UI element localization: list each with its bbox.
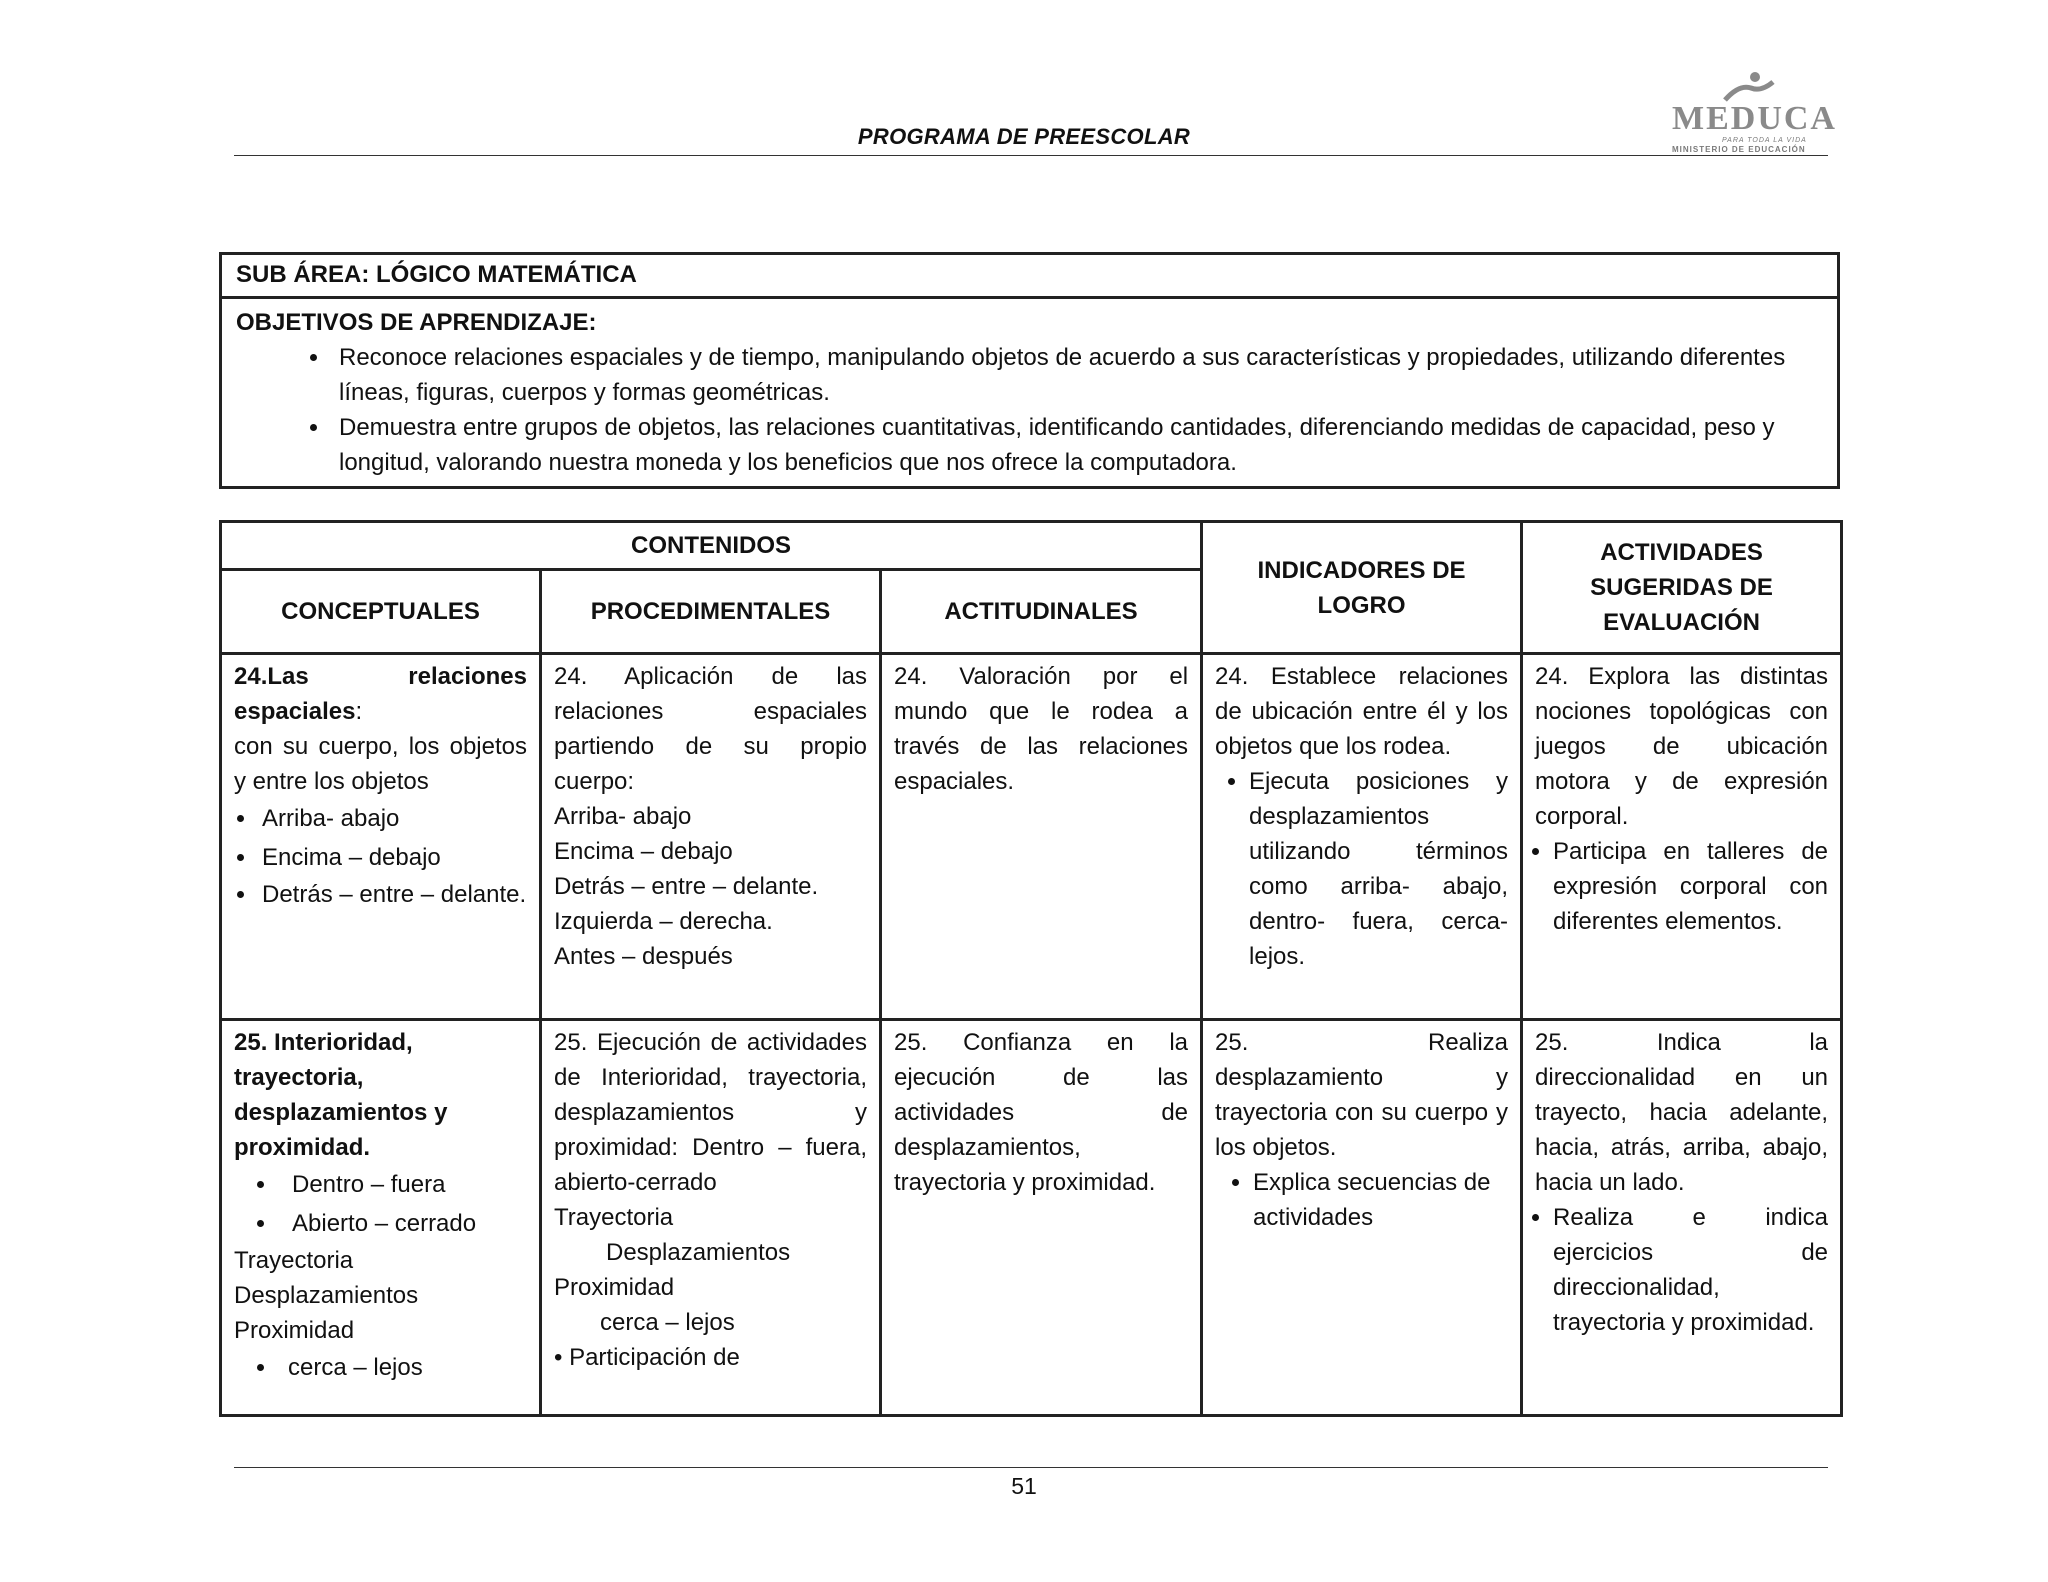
procedimental-line: Arriba- abajo [554, 803, 692, 830]
procedimental-line: Desplazamientos [606, 1239, 791, 1266]
header-actividades: ACTIVIDADES SUGERIDAS DE EVALUACIÓN [1522, 522, 1842, 654]
conceptual-list [234, 799, 527, 912]
table-row-24 [221, 654, 1842, 1020]
actividad-text: 25. Indica la direccionalidad en un trayecto, hacia adelante, hacia, atrás, arriba, abajo, hacia un lado. [1535, 1029, 1829, 1196]
procedimental-line: Proximidad [554, 1274, 675, 1301]
objectives-box [219, 252, 1840, 489]
objective-item: • Demuestra entre grupos de objetos, las relaciones cuantitativas, identificando cantidades, diferenciando medidas de capacidad, peso y longitud, valorando nuestra moneda y los beneficios que nos ofrece la computadora. [331, 410, 1823, 480]
header-contenidos: CONTENIDOS [221, 522, 1202, 570]
procedimental-line: cerca – lejos [600, 1309, 735, 1336]
cell-indicador-24 [1202, 654, 1522, 1020]
table-row-25 [221, 1020, 1842, 1416]
actividad-list [1535, 1200, 1828, 1340]
procedimental-text: 25. Ejecución de actividades de Interioridad, trayectoria, desplazamientos y proximidad: Dentro – fuera, abierto-cerrado [554, 1029, 867, 1196]
procedimental-line: Detrás – entre – delante. [554, 873, 819, 900]
list-item: • Realiza e indica ejercicios de direccionalidad, trayectoria y proximidad. [1553, 1200, 1828, 1340]
conceptual-title: 24.Las relaciones espaciales [234, 663, 527, 725]
actividad-text: 24. Explora las distintas nociones topológicas con juegos de ubicación motora y de expresión corporal. [1535, 663, 1829, 830]
objectives-label: OBJETIVOS DE APRENDIZAJE: [236, 309, 597, 336]
conceptual-line: Desplazamientos [234, 1282, 419, 1309]
header-conceptuales: CONCEPTUALES [221, 570, 541, 654]
objective-item: • Reconoce relaciones espaciales y de tiempo, manipulando objetos de acuerdo a sus características y propiedades, utilizando diferentes líneas, figuras, cuerpos y formas geométricas. [331, 340, 1823, 410]
logo-name: MEDUCA [1672, 100, 1837, 137]
procedimental-text: 24. Aplicación de las relaciones espaciales partiendo de su propio cuerpo: [554, 663, 867, 795]
header-indicadores: INDICADORES DE LOGRO [1202, 522, 1522, 654]
cell-procedimental-25 [541, 1020, 881, 1416]
sub-area-title: SUB ÁREA: LÓGICO MATEMÁTICA [222, 255, 1837, 299]
list-item: • Encima – debajo [258, 838, 527, 877]
procedimental-line: Encima – debajo [554, 838, 733, 865]
conceptual-line: Trayectoria [234, 1247, 354, 1274]
procedimental-line: Izquierda – derecha. [554, 908, 773, 935]
list-item: • cerca – lejos [278, 1348, 527, 1387]
header-actitudinales: ACTITUDINALES [881, 570, 1202, 654]
page-number: 51 [1011, 1473, 1037, 1499]
list-item: • Ejecuta posiciones y desplazamientos utilizando términos como arriba- abajo, dentro- fuera, cerca-lejos. [1249, 764, 1508, 974]
logo-ministry: MINISTERIO DE EDUCACIÓN [1672, 145, 1806, 154]
conceptual-line: Proximidad [234, 1317, 355, 1344]
list-item: • Arriba- abajo [258, 799, 527, 838]
list-item: • Abierto – cerrado [278, 1204, 527, 1243]
cell-actividad-24 [1522, 654, 1842, 1020]
indicador-text: 25. Realiza desplazamiento y trayectoria con su cuerpo y los objetos. [1215, 1029, 1509, 1161]
procedimental-line: Antes – después [554, 943, 733, 970]
cell-conceptual-24: 24.Las relaciones espaciales: con su cuerpo, los objetos y entre los objetos • Arriba- abajo • Encima – debajo • Detrás – entre – delante. [221, 654, 541, 1020]
list-item: • Dentro – fuera [278, 1165, 527, 1204]
indicador-list [1215, 764, 1508, 974]
logo-tagline: PARA TODA LA VIDA [1722, 137, 1807, 144]
cell-procedimental-24 [541, 654, 881, 1020]
objectives-list [236, 340, 1823, 480]
indicador-list [1215, 1165, 1508, 1235]
cell-indicador-25 [1202, 1020, 1522, 1416]
header-procedimentales: PROCEDIMENTALES [541, 570, 881, 654]
meduca-logo [1662, 70, 1837, 155]
indicador-text: 24. Establece relaciones de ubicación entre él y los objetos que los rodea. [1215, 663, 1509, 760]
actividad-list [1535, 834, 1828, 939]
procedimental-bullet: • Participación de [554, 1344, 740, 1371]
cell-actitudinal-24: 24. Valoración por el mundo que le rodea a través de las relaciones espaciales. [881, 654, 1202, 1020]
cell-conceptual-25 [221, 1020, 541, 1416]
list-item: • Explica secuencias de actividades [1253, 1165, 1508, 1235]
conceptual-list [234, 1165, 527, 1243]
header-rule [234, 155, 1828, 156]
page-header-title: PROGRAMA DE PREESCOLAR [857, 124, 1191, 149]
footer-rule [234, 1467, 1828, 1468]
conceptual-title: 25. Interioridad, trayectoria, desplazamientos y proximidad. [234, 1029, 448, 1161]
objectives-section [222, 299, 1837, 486]
contents-table [219, 520, 1843, 1417]
list-item: • Detrás – entre – delante. [258, 877, 527, 912]
cell-actividad-25 [1522, 1020, 1842, 1416]
conceptual-text: con su cuerpo, los objetos y entre los objetos [234, 733, 527, 795]
conceptual-list-2 [234, 1348, 527, 1387]
procedimental-line: Trayectoria [554, 1204, 674, 1231]
cell-actitudinal-25: 25. Confianza en la ejecución de las actividades de desplazamientos, trayectoria y proximidad. [881, 1020, 1202, 1416]
list-item: • Participa en talleres de expresión corporal con diferentes elementos. [1553, 834, 1828, 939]
